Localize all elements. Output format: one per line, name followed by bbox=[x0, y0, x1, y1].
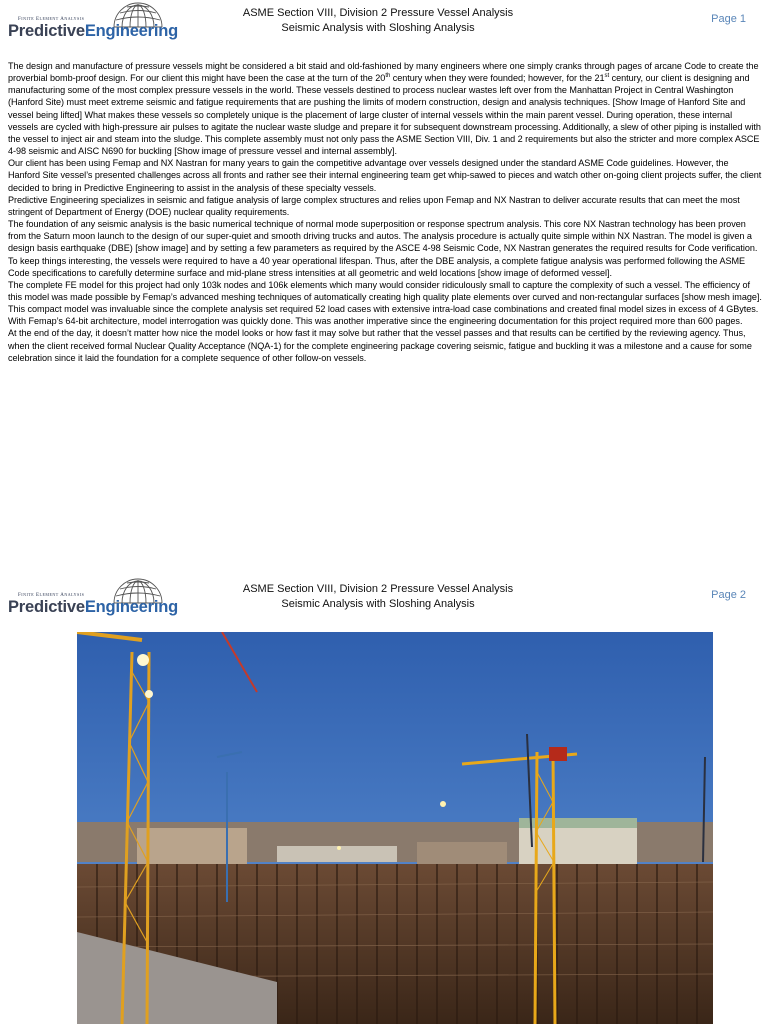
header-title-line2: Seismic Analysis with Sloshing Analysis bbox=[281, 598, 475, 610]
page-2-header bbox=[0, 576, 768, 624]
article-body bbox=[8, 60, 762, 364]
header-title-line2: Seismic Analysis with Sloshing Analysis bbox=[281, 22, 475, 34]
logo-tagline: Finite Element Analysis bbox=[18, 17, 85, 22]
logo-word-predictive: Predictive bbox=[8, 22, 85, 40]
paragraph-5: To keep things interesting, the vessels were required to have a 40 year operational lifespan. Thus, after the DBE analysis, a complete fatigue analysis was performed following the ASME Code specifications to carefully determine surface and mid-plane stress intensities at all geometric and weld locations [show image of deformed vessel]. bbox=[8, 255, 746, 278]
paragraph-2: Our client has been using Femap and NX Nastran for many years to gain the competitive advantage over vessels designed under the standard ASME Code guidelines. However, the Hanford Site vessel’s presented challenges across all fronts and rather see their internal engineering team get whip-sawed to pieces and watch other on-going client projects suffer, the client decided to bring in Predictive Engineering to assist in the analysis of these specialty vessels. bbox=[8, 158, 762, 193]
logo-word-engineering: Engineering bbox=[84, 22, 179, 40]
paragraph-6: The complete FE model for this project had only 103k nodes and 106k elements which many would consider ridiculously small to capture the complexity of such a vessel. The efficiency of this model was made possible by Femap’s advanced meshing techniques of automatically creating high quality plate elements over curved and non-rectangular surfaces [show mesh image]. This compact model was invaluable since the complete analysis set required 52 load cases with extensive intra-load case combinations and created final model sizes in excess of 4 GBytes. With Femap’s 64-bit architecture, model interrogation was quickly done. This was another imperative since the engineering documentation for this project required more than 600 pages. bbox=[8, 279, 762, 327]
header-title-line1: ASME Section VIII, Division 2 Pressure Vessel Analysis bbox=[242, 583, 514, 595]
paragraph-4: The foundation of any seismic analysis is the basic numerical technique of normal mode superposition or response spectrum analysis. This core NX Nastran technology has been proven from the Saturn moon launch to the design of our super-quiet and smooth driving trucks and autos. The analysis procedure is actually quite simple within NX Nastran. The model is given a design basis earthquake (DBE) [show image] and by setting a few parameters as required by the ASCE 4-98 Seismic Code, NX Nastran generates the required results for Code verification. bbox=[8, 219, 758, 254]
construction-site-illustration bbox=[77, 632, 713, 1024]
company-logo bbox=[8, 578, 178, 622]
logo-word-engineering: Engineering bbox=[84, 598, 179, 616]
paragraph-3: Predictive Engineering specializes in seismic and fatigue analysis of large complex structures and relies upon Femap and NX Nastran to deliver accurate results that can meet the most stringent of Department of Energy (DOE) nuclear quality requirements. bbox=[8, 194, 740, 217]
paragraph-1: The design and manufacture of pressure vessels might be considered a bit staid and old-fashioned by many engineers where one simply cranks through pages of arcane Code to create the proverbial bomb-proof design. For our client this might have been the case at the turn of the 20th century when they were founded; however, for the 21st century, our client is designing and manufacturing some of the most complex pressure vessels in the world. These vessels destined to process nuclear wastes left over from the Manhattan Project in Central Washington (Hanford Site) must meet extreme seismic and fatigue requirements that are pushing the limits of modern construction, design and analysis techniques. [Show Image of Hanford Site and vessel being lifted] What makes these vessels so completely unique is the placement of large cluster of internal vessels within the main parent vessel. During operation, these internal vessels are cycled with high-pressure air pulses to agitate the nuclear waste sludge and prepare it for subsequent downstream processing. Additionally, a slew of other piping is installed with the vessel to inject air and steam into the sludge. This complete assembly must not only pass the ASME Section VIII, Div. 1 and 2 requirements but also the stricter and more complex ASCE 4-98 seismic and AISC N690 for buckling [Show image of pressure vessel and internal assembly]. bbox=[8, 61, 761, 157]
page-number: Page 2 bbox=[711, 589, 746, 601]
logo-tagline: Finite Element Analysis bbox=[18, 593, 85, 598]
page-number: Page 1 bbox=[711, 13, 746, 25]
header-title bbox=[200, 582, 556, 612]
header-title-line1: ASME Section VIII, Division 2 Pressure Vessel Analysis bbox=[242, 7, 514, 19]
company-logo bbox=[8, 2, 178, 46]
paragraph-7: At the end of the day, it doesn’t matter how nice the model looks or how fast it may solve but rather that the vessel passes and that results can be certified by the reviewing agency. Thus, when the client received formal Nuclear Quality Acceptance (NQA-1) for the complete engineering package covering seismic, fatigue and buckling it was a milestone and a cause for some celebration since it laid the foundation for a complete sequence of other follow-on vessels. bbox=[8, 328, 752, 363]
logo-wordmark bbox=[8, 598, 178, 617]
header-title bbox=[200, 6, 556, 36]
construction-site-photo bbox=[77, 632, 713, 1024]
logo-word-predictive: Predictive bbox=[8, 598, 85, 616]
page-1-header bbox=[0, 0, 768, 48]
logo-wordmark bbox=[8, 22, 178, 41]
